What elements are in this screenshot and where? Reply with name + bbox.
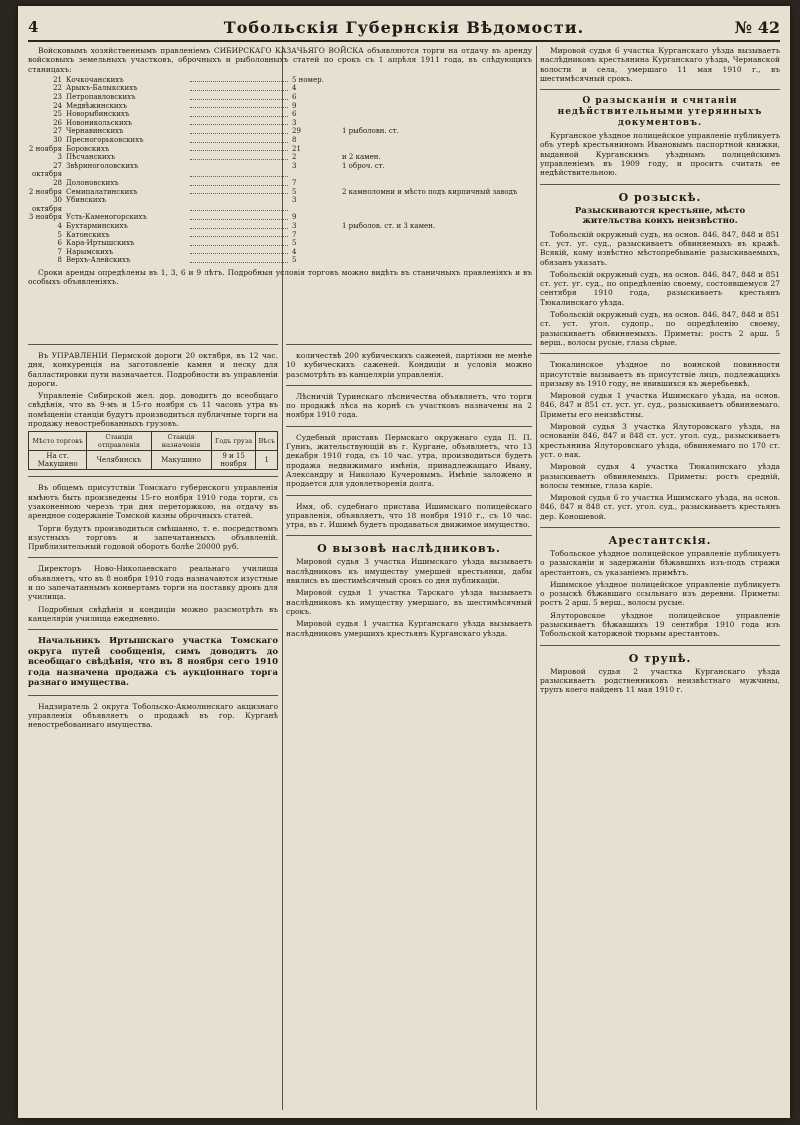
leader-dots [190, 213, 288, 220]
stanitsa-extra: 1 рыболов. ст. и 3 камен. [342, 221, 436, 230]
leader-dots [190, 153, 288, 160]
leader-dots [190, 179, 288, 186]
stanitsa-plots: 6 [292, 110, 297, 119]
leader-dots [190, 76, 288, 83]
stanitsa-name: Долоновскихъ [66, 179, 119, 188]
leader-dots [190, 231, 288, 238]
article-judge-tyukalinsk-4: Мировой судья 4 участка Тюкалинскаго уѣзда разыскиваетъ обвиняемыхъ. Приметы: ростъ средній, волосы темные, глаза каріе. [540, 462, 780, 490]
article-search-tobolsk-1: Тобольскій окружный судъ, на основ. 846, 847, 848 и 851 ст. уст. уг. суд., разыскиваетъ обвиняемыхъ въ кражѣ. Всякій, кому извѣстно мѣстопребываніе разыскиваемыхъ, обязанъ указать. [540, 229, 780, 267]
article-heirs-kurgan: Мировой судья 1 участка Курганскаго уѣзда вызываетъ наслѣдниковъ умершихъ крестьянъ Курганскаго уѣзда. [286, 619, 532, 638]
stanitsa-date: 21 [53, 75, 62, 84]
stanitsa-name: Пресногорьковскихъ [66, 136, 144, 145]
stanitsa-date: 22 [53, 84, 62, 93]
stanitsa-date: 2 ноября [28, 187, 62, 196]
stanitsa-name: Звѣриноголовскихъ [66, 161, 139, 170]
article-search-tobolsk-3: Тобольскій окружный судъ, на основ. 846, 847, 848 и 851 ст. уст. угол. судопр., по опредѣленію своему, разыскиваетъ обвиняемыхъ. Приметы: ростъ 2 арш. 5 верш., волосы русые, глаза сѣрые. [540, 310, 780, 347]
section-heading-heirs: О вызовѣ наслѣдниковъ. [317, 542, 501, 556]
stanitsa-date: 27 октября [32, 161, 62, 179]
page-number: 4 [28, 18, 39, 36]
leader-dots [190, 196, 288, 211]
article-search-tobolsk-2: Тобольскій окружный судъ, на основ. 846, 847, 848 и 851 ст. уст. уг. суд., по опредѣленію своему, состоявшемуся 27 сентября 1910 года, разыскиваетъ крестьянъ Тюкалинскаго уѣзда. [540, 269, 780, 307]
table-cell: На ст. Макушино [29, 451, 87, 470]
leader-dots [190, 84, 288, 91]
stanitsa-name: Катонскихъ [66, 230, 110, 239]
article-auction-terms: Торги будутъ производиться смѣшанно, т. е. посредствомъ изустныхъ торговъ и запечатанныхъ объявленій. Приблизительный годовой оборотъ болѣе 20000 руб. [28, 523, 278, 552]
leader-dots [190, 93, 288, 100]
stanitsa-name: Кочкочанскихъ [66, 75, 124, 84]
article-judge-ishim-6: Мировой судья 6 го участка Ишимскаго уѣзда, на основ. 846, 847 и 848 ст. уст. угол. суд., разыскиваетъ крестьянъ дер. Коношевой. [540, 493, 780, 521]
leader-dots [190, 136, 288, 143]
stanitsa-plots: 4 [292, 84, 297, 93]
stanitsa-plots: 2 [292, 153, 297, 162]
stanitsa-plots: 3 [292, 221, 297, 230]
issue-number: № 42 [734, 17, 780, 37]
table-cell: 1 [256, 451, 278, 470]
table-header: Годъ груза [211, 432, 256, 451]
article-irtysh-section: Начальникъ Иртышскаго участка Томскаго округа путей сообщенія, симъ доводитъ до всеобщаго свѣдѣнія, что въ 8 ноября сего 1910 года назначена продажа съ аукціоннаго торга разнаго имущества. [28, 636, 278, 689]
leader-dots [190, 188, 288, 195]
notice-outro: Сроки аренды опредѣлены въ 1, 3, 6 и 9 лѣтъ. Подробныя условія торговъ можно видѣть въ станичныхъ правленіяхъ и въ особыхъ объявленіяхъ. [28, 267, 532, 287]
article-forester: Лѣсничій Туринскаго лѣсничества объявляетъ, что торги по продажѣ лѣса на корнѣ съ участковъ назначены на 2 ноября 1910 года. [286, 391, 532, 420]
stanitsa-date: 8 [57, 256, 62, 265]
stanitsa-plots: 3 [292, 118, 297, 127]
stanitsa-date: 2 ноября [28, 144, 62, 153]
stanitsa-plots: 5 [292, 239, 297, 248]
stanitsa-date: 26 [53, 118, 62, 127]
stanitsa-plots: 4 [292, 247, 297, 256]
stanitsa-extra: и 2 камен. [342, 153, 381, 162]
stanitsa-plots: 6 [292, 93, 297, 102]
leader-dots [190, 127, 288, 134]
stanitsa-name: Верхъ-Алейскихъ [66, 256, 131, 265]
leader-dots [190, 248, 288, 255]
stanitsa-plots: 7 [292, 230, 297, 239]
stanitsa-name: Арыкъ-Балыкскихъ [66, 84, 138, 93]
article-lost-passport: Курганское уѣздное полицейское управленіе публикуетъ объ утерѣ крестьяниномъ Ивановымъ паспортной книжки, выданной Курганскимъ уѣзднымъ полицейскимъ управленіемъ въ 1909 году, и проситъ считать ее недѣйствительною. [540, 131, 780, 178]
stanitsa-plots: 3 [292, 161, 297, 170]
leader-dots [190, 162, 288, 177]
stanitsa-date: 28 [53, 179, 62, 188]
article-excise-overseer: Надзиратель 2 округа Тобольско-Акмолинскаго акцизнаго управленія объявляетъ о продажѣ въ гор. Курганѣ невостребованнаго имущества. [28, 701, 278, 730]
section-heading-corpse: О трупѣ. [628, 651, 692, 665]
newspaper-page [18, 6, 790, 1118]
newspaper-title: Тобольскія Губернскія Вѣдомости. [223, 17, 585, 37]
leader-dots [190, 256, 288, 263]
section-heading-lost-docs: О разысканіи и считаніи недѣйствительными утерянныхъ документовъ. [557, 96, 763, 129]
article-heirs-ishim: Мировой судья 3 участка Ишимскаго уѣзда вызываетъ наслѣдниковъ къ имуществу умершей крестьянки, дабы явились въ шестимѣсячный срокъ со дня публикаціи. [286, 557, 532, 586]
stanitsa-plots: 7 [292, 179, 297, 188]
article-tomsk-auction: Въ общемъ присутствіи Томскаго губернского управленія имѣютъ быть произведены 15-го ноября 1910 года торги, съ узаконенною черезъ три дня переторжкою, на отдачу въ арендное содержаніе Томской казны оброчныхъ статей. [28, 483, 278, 521]
masthead [28, 14, 780, 42]
article-prisoners-yalutorovsk: Ялуторовское уѣздное полицейское управленіе разыскиваетъ бѣжавшихъ 19 сентября 1910 года изъ Тобольской каторжной тюрьмы арестантовъ. [540, 610, 780, 639]
schedule-table [28, 431, 278, 470]
stanitsa-date: 27 [53, 127, 62, 136]
article-school-conditions: Подробныя свѣдѣнія и кондиціи можно разсмотрѣть въ канцеляріи училища ежедневно. [28, 604, 278, 623]
stanitsa-date: 6 [57, 239, 62, 248]
article-prisoners-tobolsk: Тобольское уѣздное полицейское управленіе публикуетъ о разысканіи и задержаніи бѣжавшихъ изъ-подъ стражи арестантовъ, съ указаніемъ примѣтъ. [540, 548, 780, 577]
table-cell: Макушино [151, 451, 211, 470]
stanitsa-name: Усть-Каменогорскихъ [66, 213, 147, 222]
table-header: Станція отправленія [87, 432, 151, 451]
notice-intro: Войсковымъ хозяйственнымъ правленіемъ СИБИРСКАГО КАЗАЧЬЯГО ВОЙСКА объявляются торги на отдачу въ аренду войсковыхъ земельныхъ участковъ, оброчныхъ и рыболовныхъ статей по срокъ съ 1 апрѣля 1911 года, въ слѣдующихъ станицахъ: [28, 46, 532, 74]
stanitsa-name: Петропавловскихъ [66, 93, 136, 102]
stanitsa-date: 3 [57, 153, 62, 162]
article-tyukalinsk-conscription: Тюкалинское уѣздное по воинской повинности присутствіе вызываетъ въ присутствіе лицъ, подлежащихъ призыву въ 1910 году, не явившихся къ жеребьевкѣ. [540, 360, 780, 388]
leader-dots [190, 102, 288, 109]
stanitsa-date: 7 [57, 247, 62, 256]
article-heirs-tara: Мировой судья 1 участка Тарскаго уѣзда вызываетъ наслѣдниковъ къ имуществу умершаго, въ шестимѣсячный срокъ. [286, 588, 532, 616]
stanitsa-name: Новорыбинскихъ [66, 110, 130, 119]
stanitsa-plots: 21 [292, 144, 301, 153]
stanitsa-name: Чернавинскихъ [66, 127, 124, 136]
column-3 [540, 46, 780, 1110]
stanitsa-name: Убинскихъ [66, 196, 106, 205]
stanitsa-name: Бухтарминскихъ [66, 221, 128, 230]
stanitsa-date: 3 ноября [28, 213, 62, 222]
column-2 [286, 46, 532, 1110]
leader-dots [190, 119, 288, 126]
stanitsa-name: Пѣсчанскихъ [66, 153, 116, 162]
article-prisoners-ishim: Ишимское уѣздное полицейское управленіе публикуетъ о розыскѣ бѣжавшаго ссыльнаго изъ деревни. Приметы: ростъ 2 арш. 5 верш., волосы русые. [540, 579, 780, 608]
stanitsa-extra: 1 оброч. ст. [342, 161, 385, 170]
stanitsa-name: Медвѣжинскихъ [66, 101, 127, 110]
stanitsa-name: Нарымскихъ [66, 247, 114, 256]
stanitsa-plots: 9 [292, 213, 297, 222]
leader-dots [190, 110, 288, 117]
stanitsa-date: 23 [53, 93, 62, 102]
stanitsa-extra: 2 камноломни и мѣсто подъ кирпичный заводъ [342, 187, 518, 196]
stanitsa-name: Новоникольскихъ [66, 118, 133, 127]
section-heading-search: О розыскѣ. [618, 190, 702, 204]
table-header: Мѣсто торговъ [29, 432, 87, 451]
leader-dots [190, 239, 288, 246]
article-school-director: Директоръ Ново-Николаевскаго реальнаго училища объявляетъ, что въ 8 ноября 1910 года назначаются изустные и по запечатаннымъ конвертамъ торги на поставку дровъ для училища. [28, 564, 278, 602]
stanitsa-plots: 3 [292, 196, 297, 205]
article-judge-yalutorovsk-3: Мировой судья 3 участка Ялуторовскаго уѣзда, на основаніи 846, 847 и 848 ст. уст. угол. суд., разыскиваетъ крестьянина Ялуторовскаго уѣзда, обвиняемаго по 170 ст. уст. о нак. [540, 422, 780, 459]
stanitsa-plots: 29 [292, 127, 301, 136]
article-judge-ishim-1: Мировой судья 1 участка Ишимскаго уѣзда, на основ. 846, 847 и 851 ст. уст. уг. суд., разыскиваетъ обвиняемаго. Приметы его неизвѣстны. [540, 391, 780, 419]
stanitsa-date: 24 [53, 101, 62, 110]
section-heading-prisoners: Арестантскія. [608, 533, 712, 547]
table-cell: 9 и 15 ноября [211, 451, 256, 470]
stanitsa-date: 30 [53, 136, 62, 145]
table-header: Вѣсъ [256, 432, 278, 451]
article-heirs-kurgan-6: Мировой судья 6 участка Курганскаго уѣзда вызываетъ наслѣдниковъ крестьянина Курганскаго уѣзда, Чернавской волости и села, умершаго 11 мая 1910 г., въ шестимѣсячный срокъ. [540, 46, 780, 83]
stanitsa-date: 4 [57, 221, 62, 230]
stanitsa-date: 25 [53, 110, 62, 119]
article-bailiff-perm: Судебный приставъ Пермскаго окружнаго суда П. П. Гуниъ, жительствующій въ г. Кургане, объявляетъ, что 13 декабря 1910 года, съ 10 час. утра, производиться будетъ продажа недвижимаго имѣнія, принадлежащаго Ивану, Александру и Николаю Кучеровымъ. Имѣніе заложено и продается для удовлетворенія долга. [286, 432, 532, 489]
stanitsa-plots: 8 [292, 136, 297, 145]
article-perm-railway: Въ УПРАВЛЕНІИ Пермской дороги 20 октября, въ 12 час. дня, конкуренція на заготовленіе камня и песку для балластировки пути назначается. Подробности въ управленіи дороги. [28, 351, 278, 388]
article-corpse: Мировой судья 2 участка Курганскаго уѣзда разыскиваетъ родственниковъ неизвѣстнаго мужчины, трупъ коего найденъ 11 мая 1910 г. [540, 666, 780, 695]
stanitsa-name: Кара-Иртышскихъ [66, 239, 135, 248]
article-siberian-railway: Управленіе Сибирской жел. дор. доводитъ до всеобщаго свѣдѣнія, что въ 9-мъ и 15-го ноября съ 11 часовъ утра въ помѣщеніи станціи будутъ производиться публичные торги на продажу невостребованныхъ грузовъ. [28, 391, 278, 429]
article-bailiff-ishim: Имя, об. судебнаго пристава Ишимскаго полицейскаго управленія, объявляетъ, что 18 ноября 1910 г., съ 10 час. утра, въ г. Ишимѣ будетъ продаваться движимое имущество. [286, 501, 532, 530]
stanitsa-plots: 5 номер. [292, 75, 324, 84]
stanitsa-date: 5 [57, 230, 62, 239]
table-header: Станція назначенія [151, 432, 211, 451]
stanitsa-plots: 5 [292, 256, 297, 265]
article-continuation: количествѣ 200 кубическихъ саженей, партіями не менѣе 10 кубическихъ саженей. Кондиціи и условія можно разсмотрѣть въ канцеляріи управленія. [286, 351, 532, 379]
stanitsa-name: Боровскихъ [66, 144, 110, 153]
stanitsa-plots: 5 [292, 187, 297, 196]
leader-dots [190, 222, 288, 229]
stanitsa-plots: 9 [292, 101, 297, 110]
column-divider [536, 46, 537, 1110]
section-subheading-search: Разыскиваются крестьяне, мѣсто жительства коихъ неизвѣстно. [574, 205, 746, 226]
stanitsa-date: 30 октября [32, 196, 62, 213]
table-cell: Челябинскъ [87, 451, 151, 470]
stanitsa-name: Семипалатинскихъ [66, 187, 138, 196]
stanitsa-extra: 1 рыболовн. ст. [342, 127, 399, 136]
leader-dots [190, 145, 288, 152]
